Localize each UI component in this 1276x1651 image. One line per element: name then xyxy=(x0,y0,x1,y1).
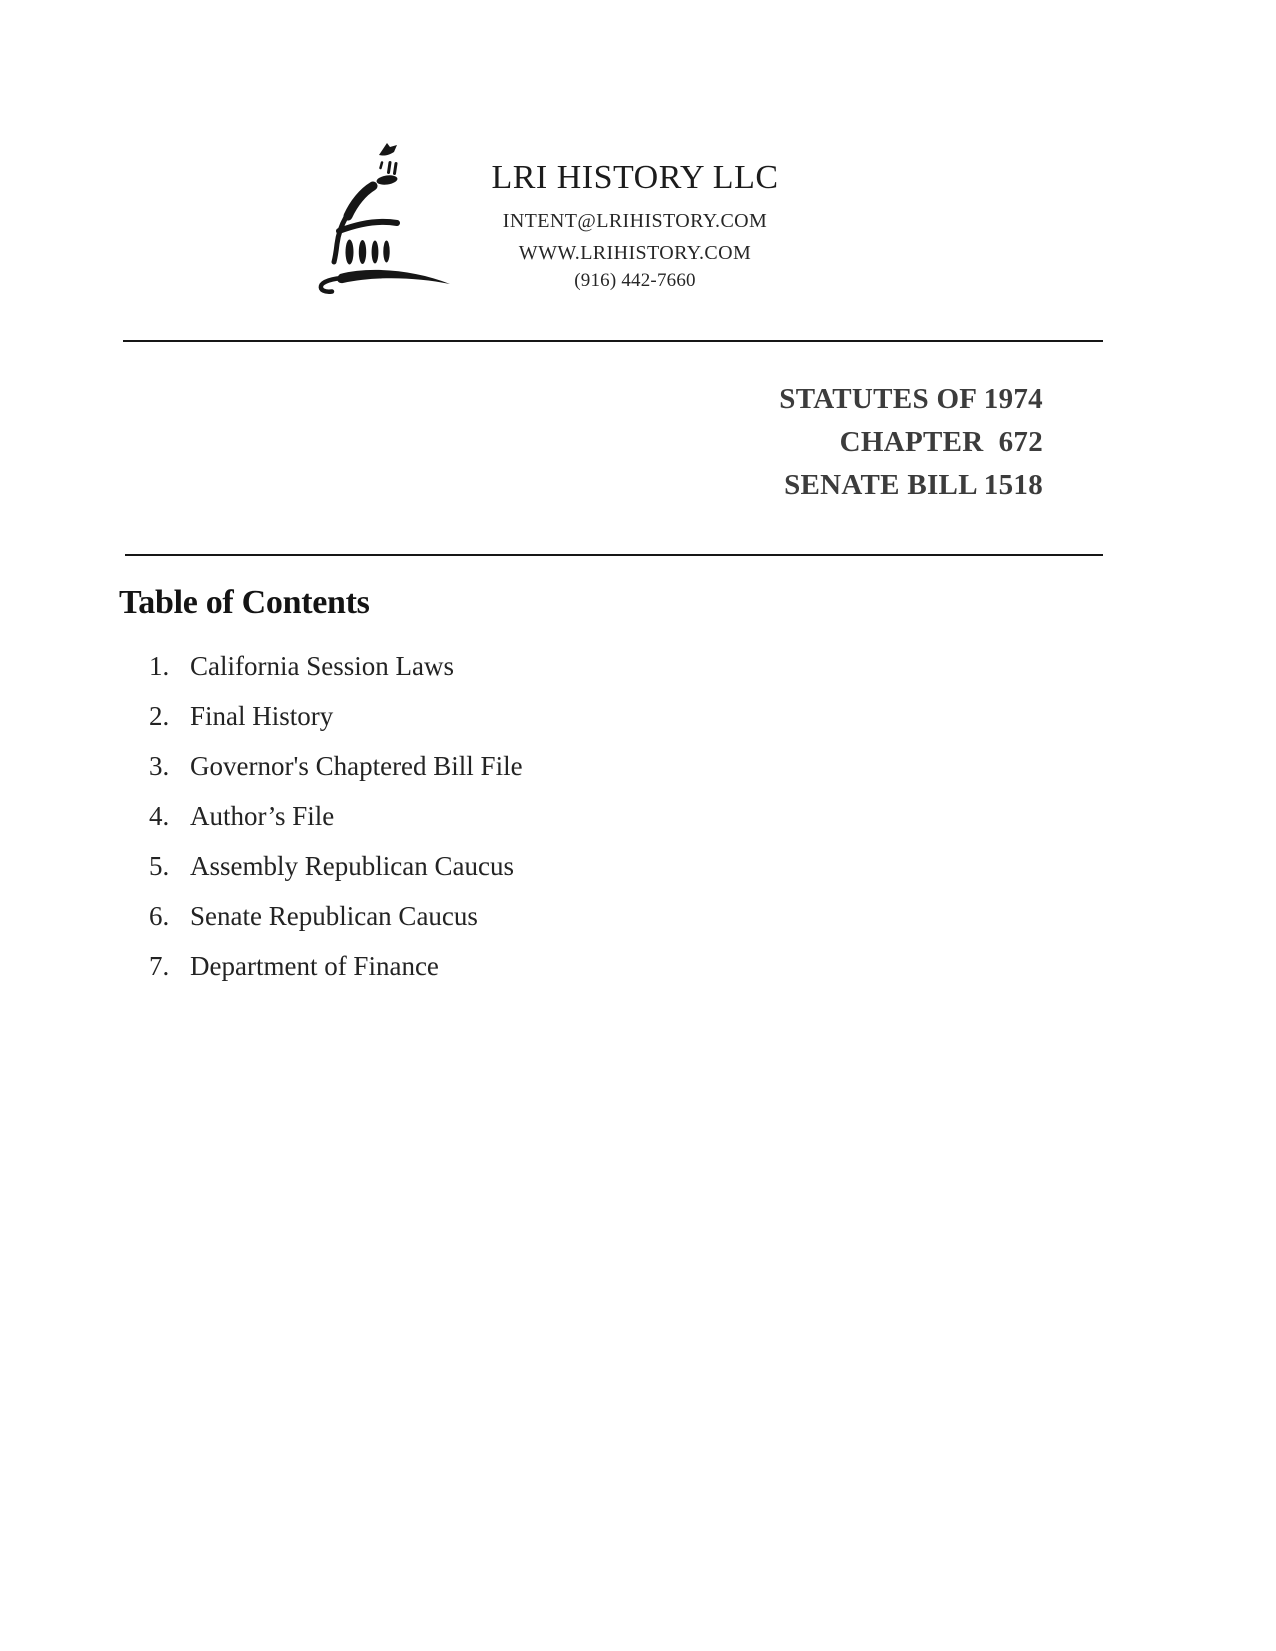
company-phone: (916) 442-7660 xyxy=(574,270,696,291)
toc-item xyxy=(149,941,523,991)
toc-list xyxy=(149,641,523,991)
toc-item-label: Department of Finance xyxy=(190,950,439,981)
divider-top xyxy=(123,340,1103,342)
toc-item xyxy=(149,641,523,691)
toc-item-number: 2. xyxy=(149,700,170,731)
toc-item-number: 1. xyxy=(149,650,170,681)
toc-item-number: 4. xyxy=(149,800,170,831)
toc-item-number: 5. xyxy=(149,850,170,881)
statutes-line: STATUTES OF 1974 xyxy=(779,383,1043,415)
chapter-line: CHAPTER 672 xyxy=(839,426,1043,458)
toc-item-label: Senate Republican Caucus xyxy=(190,900,478,931)
senate-bill-line: SENATE BILL 1518 xyxy=(784,469,1043,501)
toc-item-label: Author’s File xyxy=(190,800,335,831)
toc-item-label: Governor's Chaptered Bill File xyxy=(190,750,523,781)
company-email: INTENT@LRIHISTORY.COM xyxy=(502,210,768,232)
divider-bottom xyxy=(125,554,1103,556)
company-name: LRI HISTORY LLC xyxy=(491,159,779,196)
toc-item-label: Assembly Republican Caucus xyxy=(190,850,514,881)
toc-item xyxy=(149,791,523,841)
toc-item-number: 3. xyxy=(149,750,170,781)
toc-title: Table of Contents xyxy=(119,584,370,621)
toc-item-label: California Session Laws xyxy=(190,650,454,681)
toc-item-label: Final History xyxy=(190,700,334,731)
toc-item xyxy=(149,691,523,741)
toc-item xyxy=(149,891,523,941)
reference-block xyxy=(779,378,1043,507)
toc-item xyxy=(149,841,523,891)
toc-item xyxy=(149,741,523,791)
toc-item-number: 6. xyxy=(149,900,170,931)
toc-item-number: 7. xyxy=(149,950,170,981)
capitol-dome-logo-icon xyxy=(280,120,460,300)
company-website: WWW.LRIHISTORY.COM xyxy=(518,242,752,264)
